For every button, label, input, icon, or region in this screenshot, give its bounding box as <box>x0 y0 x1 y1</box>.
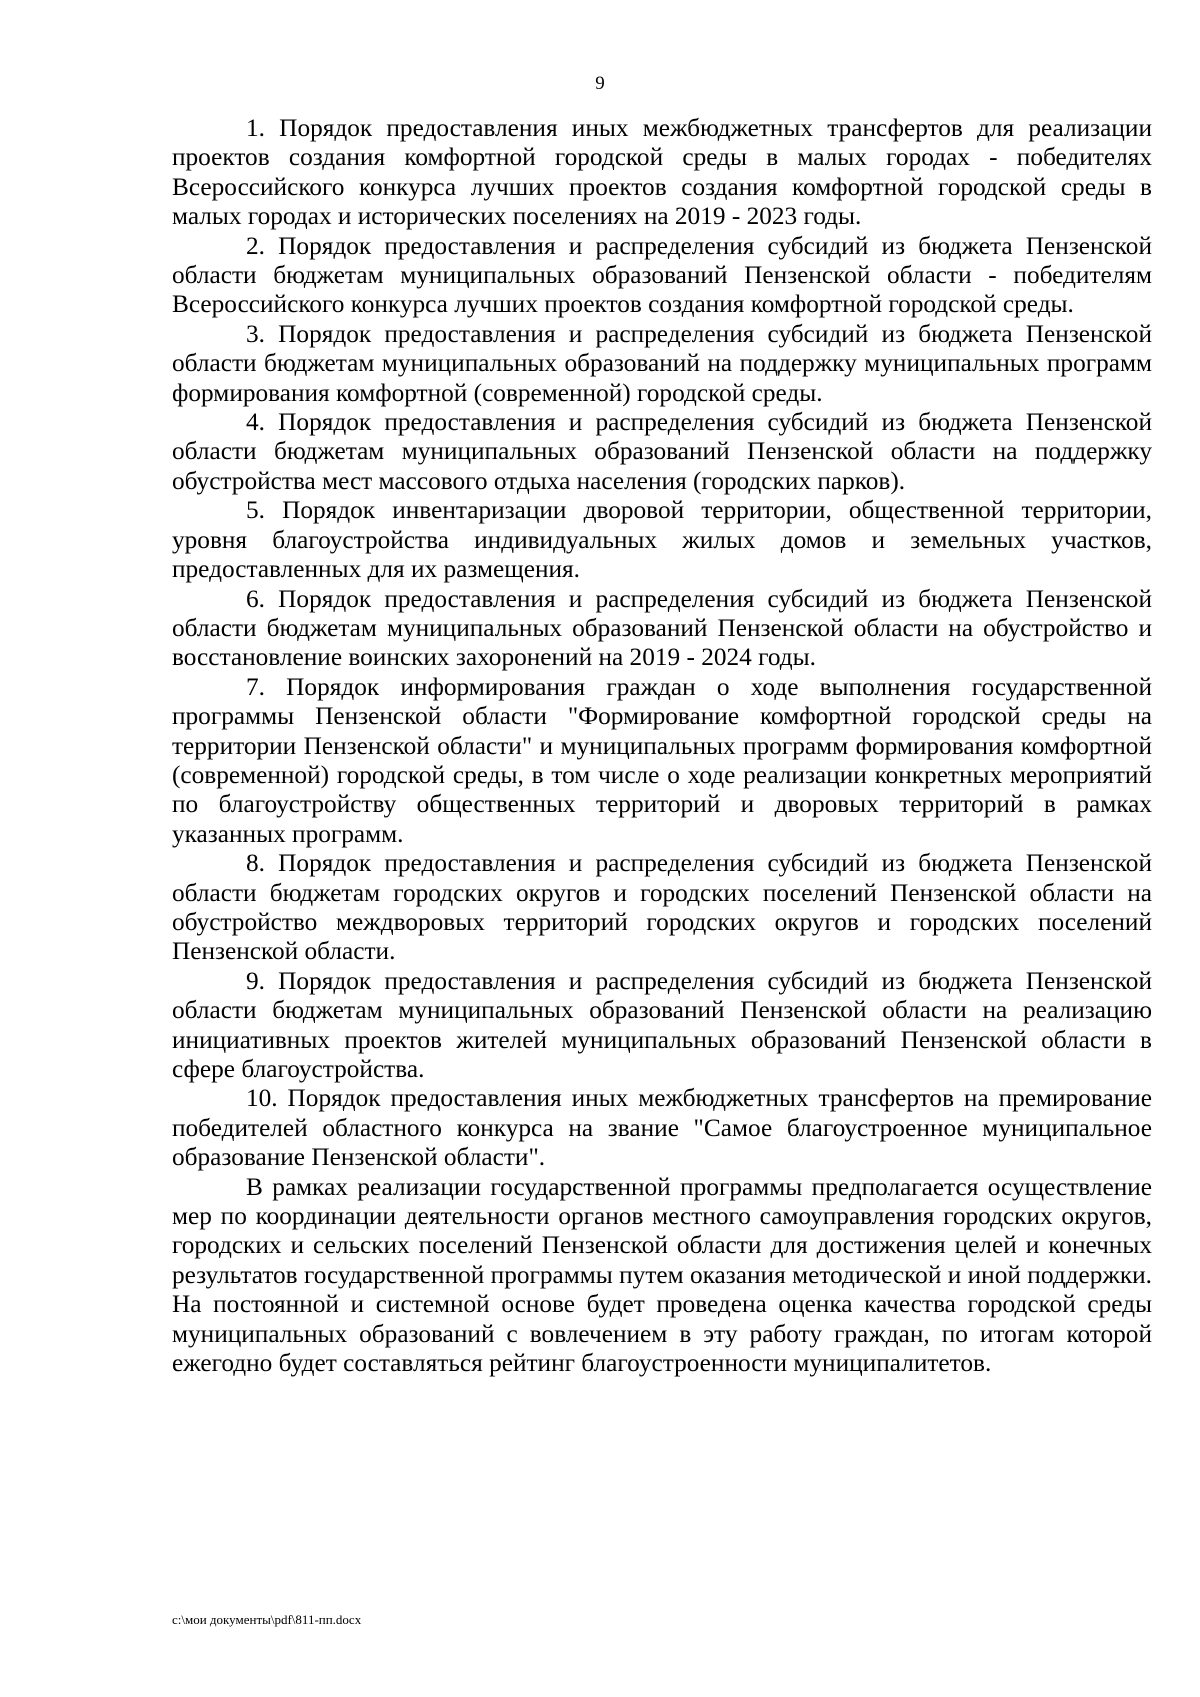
paragraph-procedure-2: 2. Порядок предоставления и распределения субсидий из бюджета Пензенской области бюджетам муниципальных образований Пензенской области - победителям Всероссийского конкурса лучших проектов создания комфортной городской среды. <box>172 231 1152 319</box>
paragraph-procedure-3: 3. Порядок предоставления и распределения субсидий из бюджета Пензенской области бюджетам муниципальных образований на поддержку муниципальных программ формирования комфортной (современной) городской среды. <box>172 319 1152 407</box>
paragraph-procedure-6: 6. Порядок предоставления и распределения субсидий из бюджета Пензенской области бюджетам муниципальных образований Пензенской области на обустройство и восстановление воинских захоронений на 2019 - 2024 годы. <box>172 584 1152 672</box>
document-body <box>172 114 1152 1378</box>
paragraph-procedure-1: 1. Порядок предоставления иных межбюджетных трансфертов для реализации проектов создания комфортной городской среды в малых городах - победителях Всероссийского конкурса лучших проектов создания комфортной городской среды в малых городах и исторических поселениях на 2019 - 2023 годы. <box>172 114 1152 231</box>
paragraph-procedure-8: 8. Порядок предоставления и распределения субсидий из бюджета Пензенской области бюджетам городских округов и городских поселений Пензенской области на обустройство междворовых территорий городских округов и городских поселений Пензенской области. <box>172 849 1152 966</box>
paragraph-procedure-10: 10. Порядок предоставления иных межбюджетных трансфертов на премирование победителей областного конкурса на звание "Самое благоустроенное муниципальное образование Пензенской области". <box>172 1084 1152 1172</box>
paragraph-procedure-5: 5. Порядок инвентаризации дворовой территории, общественной территории, уровня благоустройства индивидуальных жилых домов и земельных участков, предоставленных для их размещения. <box>172 496 1152 584</box>
footer-file-path: c:\мои документы\pdf\811-пп.docx <box>172 1612 362 1627</box>
paragraph-procedure-7: 7. Порядок информирования граждан о ходе выполнения государственной программы Пензенской области "Формирование комфортной городской среды на территории Пензенской области" и муниципальных программ формирования комфортной (современной) городской среды, в том числе о ходе реализации конкретных мероприятий по благоустройству общественных территорий и дворовых территорий в рамках указанных программ. <box>172 672 1152 848</box>
page-number: 9 <box>595 73 605 94</box>
paragraph-procedure-4: 4. Порядок предоставления и распределения субсидий из бюджета Пензенской области бюджетам муниципальных образований Пензенской области на поддержку обустройства мест массового отдыха населения (городских парков). <box>172 408 1152 495</box>
paragraph-program-implementation: В рамках реализации государственной программы предполагается осуществление мер по координации деятельности органов местного самоуправления городских округов, городских и сельских поселений Пензенской области для достижения целей и конечных результатов государственной программы путем оказания методической и иной поддержки. На постоянной и системной основе будет проведена оценка качества городской среды муниципальных образований с вовлечением в эту работу граждан, по итогам которой ежегодно будет составляться рейтинг благоустроенности муниципалитетов. <box>172 1172 1152 1378</box>
paragraph-procedure-9: 9. Порядок предоставления и распределения субсидий из бюджета Пензенской области бюджетам муниципальных образований Пензенской области на реализацию инициативных проектов жителей муниципальных образований Пензенской области в сфере благоустройства. <box>172 966 1152 1083</box>
